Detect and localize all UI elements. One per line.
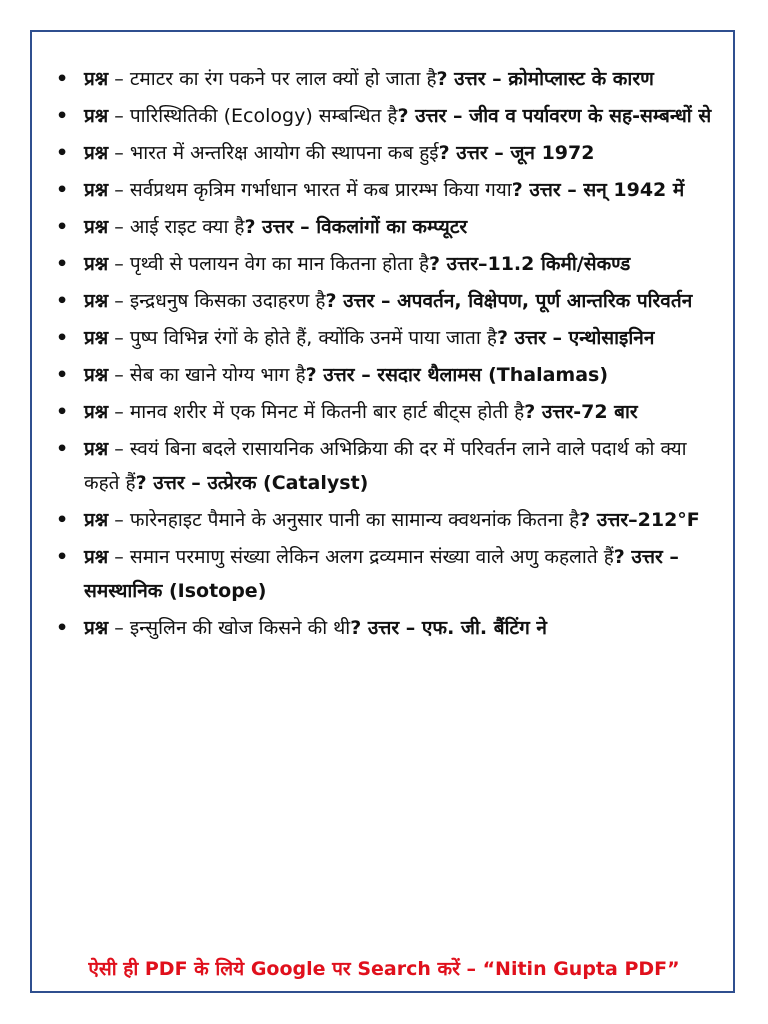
bullet: •	[56, 401, 69, 423]
dash: –	[108, 290, 130, 312]
bullet: •	[56, 509, 69, 531]
dash: –	[108, 142, 130, 164]
qa-item	[56, 284, 724, 318]
answer-text: ? उत्तर – समस्थानिक (Isotope)	[84, 546, 679, 602]
question-text: फारेनहाइट पैमाने के अनुसार पानी का सामान्य क्वथनांक कितना है	[129, 509, 580, 531]
answer-text: ? उत्तर–212°F	[579, 509, 700, 531]
question-text: पारिस्थितिकी (Ecology) सम्बन्धित है	[129, 105, 398, 127]
question-text: इन्सुलिन की खोज किसने की थी	[129, 617, 351, 639]
dash: –	[108, 617, 130, 639]
bullet: •	[56, 142, 69, 164]
qa-item	[56, 611, 724, 645]
bullet: •	[56, 617, 69, 639]
question-label: प्रश्न	[84, 509, 109, 531]
question-label: प्रश्न	[84, 327, 109, 349]
answer-text: ? उत्तर – रसदार थैलामस (Thalamas)	[305, 364, 609, 386]
qa-item	[56, 247, 724, 281]
answer-text: ? उत्तर – सन् 1942 में	[511, 179, 685, 201]
bullet: •	[56, 546, 69, 568]
answer-text: ? उत्तर – क्रोमोप्लास्ट के कारण	[436, 68, 654, 90]
question-text: इन्द्रधनुष किसका उदाहरण है	[129, 290, 326, 312]
qa-item	[56, 321, 724, 355]
qa-item	[56, 99, 724, 133]
dash: –	[108, 438, 130, 460]
answer-text: ? उत्तर-72 बार	[524, 401, 638, 423]
answer-text: ? उत्तर – जून 1972	[438, 142, 595, 164]
qa-item	[56, 432, 724, 500]
dash: –	[108, 179, 130, 201]
question-text: सर्वप्रथम कृत्रिम गर्भाधान भारत में कब प्रारम्भ किया गया	[129, 179, 512, 201]
bullet: •	[56, 364, 69, 386]
footer-promo: ऐसी ही PDF के लिये Google पर Search करें – “Nitin Gupta PDF”	[88, 958, 680, 980]
dash: –	[108, 401, 130, 423]
dash: –	[108, 327, 130, 349]
dash: –	[108, 546, 130, 568]
question-label: प्रश्न	[84, 105, 109, 127]
dash: –	[108, 253, 130, 275]
qa-item	[56, 62, 724, 96]
qa-item	[56, 358, 724, 392]
bullet: •	[56, 290, 69, 312]
answer-text: ? उत्तर – जीव व पर्यावरण के सह-सम्बन्धों से	[397, 105, 712, 127]
qa-item	[56, 540, 724, 608]
answer-text: ? उत्तर – एफ. जी. बैंटिंग ने	[350, 617, 547, 639]
bullet: •	[56, 68, 69, 90]
question-label: प्रश्न	[84, 68, 109, 90]
dash: –	[108, 105, 130, 127]
question-label: प्रश्न	[84, 546, 109, 568]
question-text: पृथ्वी से पलायन वेग का मान कितना होता है	[129, 253, 430, 275]
bullet: •	[56, 105, 69, 127]
question-label: प्रश्न	[84, 216, 109, 238]
bullet: •	[56, 179, 69, 201]
question-text: टमाटर का रंग पकने पर लाल क्यों हो जाता है	[129, 68, 437, 90]
qa-item	[56, 503, 724, 537]
dash: –	[108, 364, 130, 386]
qa-item	[56, 173, 724, 207]
question-text: पुष्प विभिन्न रंगों के होते हैं, क्योंकि उनमें पाया जाता है	[129, 327, 497, 349]
dash: –	[108, 216, 130, 238]
qa-item	[56, 136, 724, 170]
answer-text: ? उत्तर – उत्प्रेरक (Catalyst)	[135, 472, 369, 494]
bullet: •	[56, 253, 69, 275]
question-label: प्रश्न	[84, 290, 109, 312]
question-text: सेब का खाने योग्य भाग है	[129, 364, 306, 386]
dash: –	[108, 68, 130, 90]
question-text: समान परमाणु संख्या लेकिन अलग द्रव्यमान संख्या वाले अणु कहलाते हैं	[129, 546, 614, 568]
question-label: प्रश्न	[84, 401, 109, 423]
dash: –	[108, 509, 130, 531]
question-text: मानव शरीर में एक मिनट में कितनी बार हार्ट बीट्स होती है	[129, 401, 525, 423]
qa-item	[56, 210, 724, 244]
question-label: प्रश्न	[84, 253, 109, 275]
question-label: प्रश्न	[84, 438, 109, 460]
question-label: प्रश्न	[84, 142, 109, 164]
bullet: •	[56, 327, 69, 349]
answer-text: ? उत्तर – एन्थोसाइनिन	[496, 327, 655, 349]
question-text: स्वयं बिना बदले रासायनिक अभिक्रिया की दर में परिवर्तन लाने वाले पदार्थ को क्या कहते हैं	[84, 438, 687, 494]
qa-item	[56, 395, 724, 429]
answer-text: ? उत्तर – अपवर्तन, विक्षेपण, पूर्ण आन्तरिक परिवर्तन	[325, 290, 693, 312]
bullet: •	[56, 438, 69, 460]
question-label: प्रश्न	[84, 617, 109, 639]
bullet: •	[56, 216, 69, 238]
question-text: भारत में अन्तरिक्ष आयोग की स्थापना कब हुई	[129, 142, 439, 164]
question-label: प्रश्न	[84, 364, 109, 386]
question-label: प्रश्न	[84, 179, 109, 201]
question-text: आई राइट क्या है	[129, 216, 245, 238]
qa-list	[56, 62, 724, 648]
answer-text: ? उत्तर – विकलांगों का कम्प्यूटर	[244, 216, 468, 238]
answer-text: ? उत्तर–11.2 किमी/सेकण्ड	[429, 253, 631, 275]
